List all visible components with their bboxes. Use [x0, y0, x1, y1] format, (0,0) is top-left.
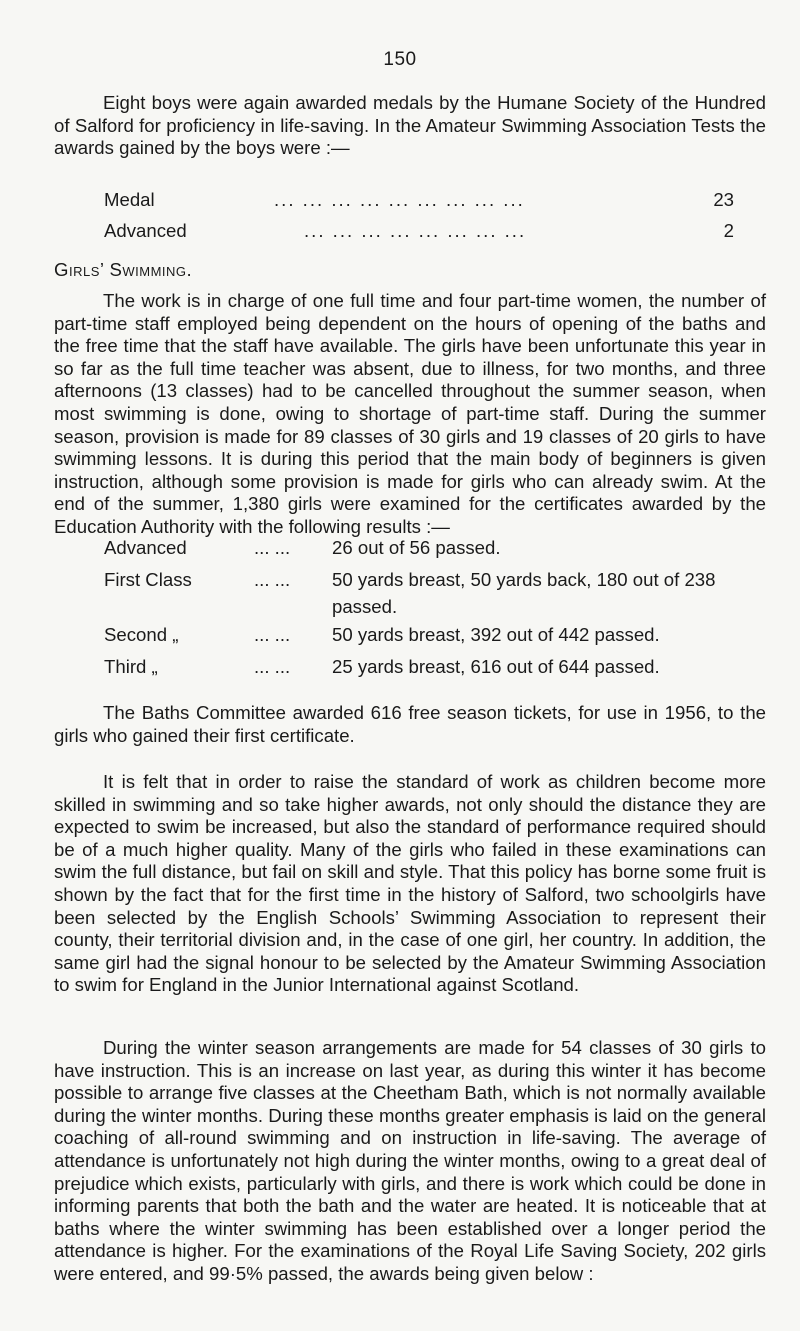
result-leader-dots: ... ... — [254, 656, 291, 677]
result-text: 50 yards breast, 50 yards back, 180 out of 238 passed. — [332, 569, 716, 617]
standard-paragraph — [54, 771, 766, 997]
section-heading — [54, 259, 192, 281]
result-leader-dots: ... ... — [254, 624, 291, 645]
intro-paragraph-text: Eight boys were again awarded medals by the Humane Society of the Hundred of Salford for proficiency in life-saving. In the Amateur Swimming Association Tests the awards gained by the boys were :— — [54, 92, 766, 159]
girls-paragraph — [54, 290, 766, 539]
girls-paragraph-text: The work is in charge of one full time and four part-time women, the number of part-time staff employed being dependent on the hours of opening of the baths and the free time that the staff have available. The girls have been unfortunate this year in so far as the full time teacher was absent, due to illness, for two months, and three afternoons (13 classes) had to be cancelled throughout the summer season, when most swimming is done, owing to shortage of part-time staff. During the summer season, provision is made for 89 classes of 30 girls and 19 classes of 20 girls to have swimming lessons. It is during this period that the main body of beginners is given instruction, although some provision is made for girls who can already swim. At the end of the summer, 1,380 girls were examined for the certificates awarded by the Education Authority with the following results :— — [54, 290, 766, 537]
result-text: 25 yards breast, 616 out of 644 passed. — [332, 656, 660, 677]
award-label: Medal — [104, 189, 155, 210]
standard-paragraph-text: It is felt that in order to raise the standard of work as children become more skilled in swimming and so take higher awards, not only should the distance they are expected to swim be increased, but also the standard of performance required should be of a much higher quality. Many of the girls who failed in these examinations can swim the full distance, but fail on skill and style. That this policy has borne some fruit is shown by the fact that for the first time in the history of Salford, two schoolgirls have been selected by the English Schools’ Swimming Association to represent their county, their territorial division and, in the case of one girl, her country. In addition, the same girl had the signal honour to be selected by the Amateur Swimming Association to swim for England in the Junior International against Scotland. — [54, 771, 766, 996]
result-label: Second „ — [104, 624, 179, 645]
baths-committee-paragraph — [54, 702, 766, 747]
baths-committee-paragraph-text: The Baths Committee awarded 616 free season tickets, for use in 1956, to the girls who gained their first certificate. — [54, 702, 766, 746]
result-leader-dots: ... ... — [254, 569, 291, 590]
result-text: 26 out of 56 passed. — [332, 537, 501, 558]
award-value: 23 — [713, 189, 734, 210]
result-label: First Class — [104, 569, 192, 590]
result-label: Third „ — [104, 656, 158, 677]
winter-paragraph-text: During the winter season arrangements are made for 54 classes of 30 girls to have instruction. This is an increase on last year, as during this winter it has become possible to arrange five classes at the Cheetham Bath, which is not normally available during the winter months. During these months greater emphasis is laid on the general coaching of all-round swimming and on instruction in life-saving. The average of attendance is unfortunately not high during the winter months, owing to a great deal of prejudice which exists, particularly with girls, and there is work which could be done in informing parents that both the bath and the water are heated. It is noticeable that at baths where the winter swimming has been established over a longer period the attendance is higher. For the examinations of the Royal Life Saving Society, 202 girls were entered, and 99·5% passed, the awards being given below : — [54, 1037, 766, 1284]
result-text: 50 yards breast, 392 out of 442 passed. — [332, 624, 660, 645]
result-label: Advanced — [104, 537, 187, 558]
award-value: 2 — [723, 220, 734, 241]
winter-paragraph — [54, 1037, 766, 1286]
result-leader-dots: ... ... — [254, 537, 291, 558]
page-number: 150 — [383, 49, 417, 70]
award-label: Advanced — [104, 220, 187, 241]
award-leader-dots: ... ... ... ... ... ... ... ... ... — [274, 189, 525, 210]
award-leader-dots: ... ... ... ... ... ... ... ... — [304, 220, 527, 241]
section-heading-text: Girls’ Swimming. — [54, 259, 193, 280]
intro-paragraph — [54, 92, 766, 160]
